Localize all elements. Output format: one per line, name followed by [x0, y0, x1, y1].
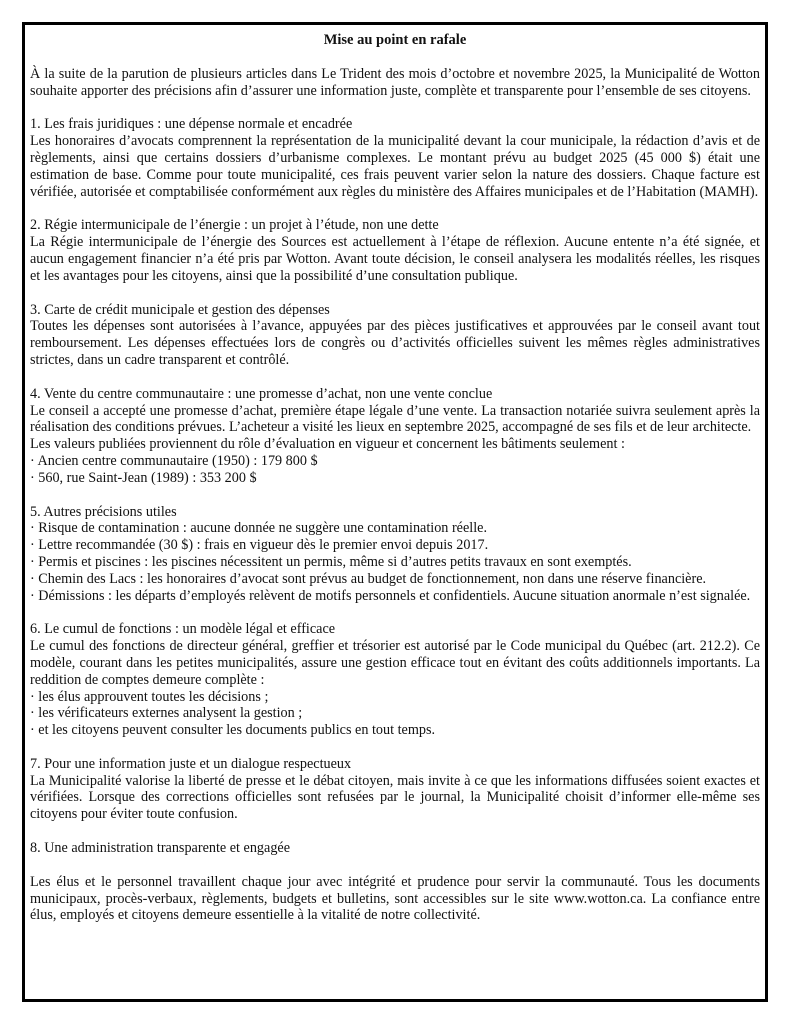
bullet-item: · Chemin des Lacs : les honoraires d’avocat sont prévus au budget de fonctionnement, non dans une réserve financière. — [30, 570, 707, 587]
document-content — [25, 25, 765, 924]
section-paragraph: Le conseil a accepté une promesse d’achat, première étape légale d’une vente. La transaction notariée suivra seulement après la réalisation des conditions prévues. L’acheteur a visité les lieux en septembre 2025, accompagné de ses fils et de leur architecte. — [30, 402, 760, 436]
section-paragraph: Les honoraires d’avocats comprennent la représentation de la municipalité devant la cour municipale, la rédaction d’avis et de règlements, ainsi que certains dossiers d’urbanisme complexes. Le montant prévu au budget 2025 (45 000 $) était une estimation de base. Comme pour toute municipalité, ces frais peuvent varier selon la nature des dossiers. Chaque facture est vérifiée, autorisée et comptabilisée conformément aux règles du ministère des Affaires municipales et de l’Habitation (MAMH). — [30, 133, 760, 200]
section-combined-functions — [30, 621, 760, 739]
section-heading: 4. Vente du centre communautaire : une promesse d’achat, non une vente conclue — [30, 385, 493, 402]
section-heading: 7. Pour une information juste et un dialogue respectueux — [30, 755, 352, 772]
section-heading: 2. Régie intermunicipale de l’énergie : un projet à l’étude, non une dette — [30, 217, 439, 234]
section-heading: 5. Autres précisions utiles — [30, 503, 177, 520]
section-paragraph: La Municipalité valorise la liberté de presse et le débat citoyen, mais invite à ce que les informations diffusées soient exactes et vérifiées. Lorsque des corrections officielles sont refusées par le journal, la Municipalité choisit d’informer elle-même ses citoyens pour éviter toute confusion. — [30, 772, 760, 823]
section-energy-board — [30, 217, 760, 284]
section-paragraph: La Régie intermunicipale de l’énergie des Sources est actuellement à l’étape de réflexion. Aucune entente n’a été signée, et aucun engagement financier n’a été pris par Wotton. Avant toute décision, le conseil analysera les modalités réelles, les risques et les avantages pour les citoyens, ainsi que la possibilité d’une consultation publique. — [30, 234, 760, 284]
section-paragraph: Les élus et le personnel travaillent chaque jour avec intégrité et prudence pour servir la communauté. Tous les documents municipaux, procès-verbaux, règlements, budgets et bulletins, sont accessibles sur le site www.wotton.ca. La confiance entre élus, employés et citoyens demeure essentielle à la vitalité de notre collectivité. — [30, 873, 760, 924]
bullet-item: · Risque de contamination : aucune donnée ne suggère une contamination réelle. — [30, 520, 487, 537]
section-heading: 8. Une administration transparente et engagée — [30, 840, 291, 857]
section-other-clarifications — [30, 504, 760, 605]
section-heading: 3. Carte de crédit municipale et gestion des dépenses — [30, 301, 330, 318]
bullet-item: · et les citoyens peuvent consulter les documents publics en tout temps. — [30, 722, 436, 739]
section-community-centre-sale — [30, 386, 760, 487]
section-paragraph: Toutes les dépenses sont autorisées à l’avance, appuyées par des pièces justificatives et approuvées par le conseil avant tout remboursement. Les dépenses effectuées lors de congrès ou d’activités officielles suivent les mêmes règles administratives strictes, dans un cadre transparent et contrôlé. — [30, 318, 760, 368]
section-heading: 1. Les frais juridiques : une dépense normale et encadrée — [30, 116, 353, 133]
bullet-item: · Permis et piscines : les piscines nécessitent un permis, même si d’autres petits travaux en sont exemptés. — [30, 553, 632, 570]
bullet-item: · les vérificateurs externes analysent la gestion ; — [30, 705, 303, 722]
bullet-item: · les élus approuvent toutes les décisions ; — [30, 688, 269, 705]
document-title: Mise au point en rafale — [323, 32, 467, 48]
bullet-item: · 560, rue Saint-Jean (1989) : 353 200 $ — [30, 469, 257, 486]
document-frame — [22, 22, 768, 1002]
section-legal-fees — [30, 116, 760, 200]
section-credit-card — [30, 302, 760, 369]
section-fair-information — [30, 756, 760, 823]
section-heading: 6. Le cumul de fonctions : un modèle légal et efficace — [30, 621, 336, 638]
section-transparent-administration — [30, 840, 760, 924]
section-paragraph: Le cumul des fonctions de directeur général, greffier et trésorier est autorisé par le Code municipal du Québec (art. 212.2). Ce modèle, courant dans les petites municipalités, assure une gestion efficace tout en évitant des coûts additionnels importants. La reddition de comptes demeure complète : — [30, 638, 760, 688]
bullet-item: · Ancien centre communautaire (1950) : 179 800 $ — [30, 452, 318, 469]
bullet-item: · Lettre recommandée (30 $) : frais en vigueur dès le premier envoi depuis 2017. — [30, 537, 489, 554]
intro-paragraph: À la suite de la parution de plusieurs articles dans Le Trident des mois d’octobre et novembre 2025, la Municipalité de Wotton souhaite apporter des précisions afin d’assurer une information juste, complète et transparente pour l’ensemble de ses citoyens. — [30, 65, 760, 99]
section-paragraph: Les valeurs publiées proviennent du rôle d’évaluation en vigueur et concernent les bâtiments seulement : — [30, 436, 625, 453]
bullet-item: · Démissions : les départs d’employés relèvent de motifs personnels et confidentiels. Aucune situation anormale n’est signalée. — [30, 587, 751, 604]
